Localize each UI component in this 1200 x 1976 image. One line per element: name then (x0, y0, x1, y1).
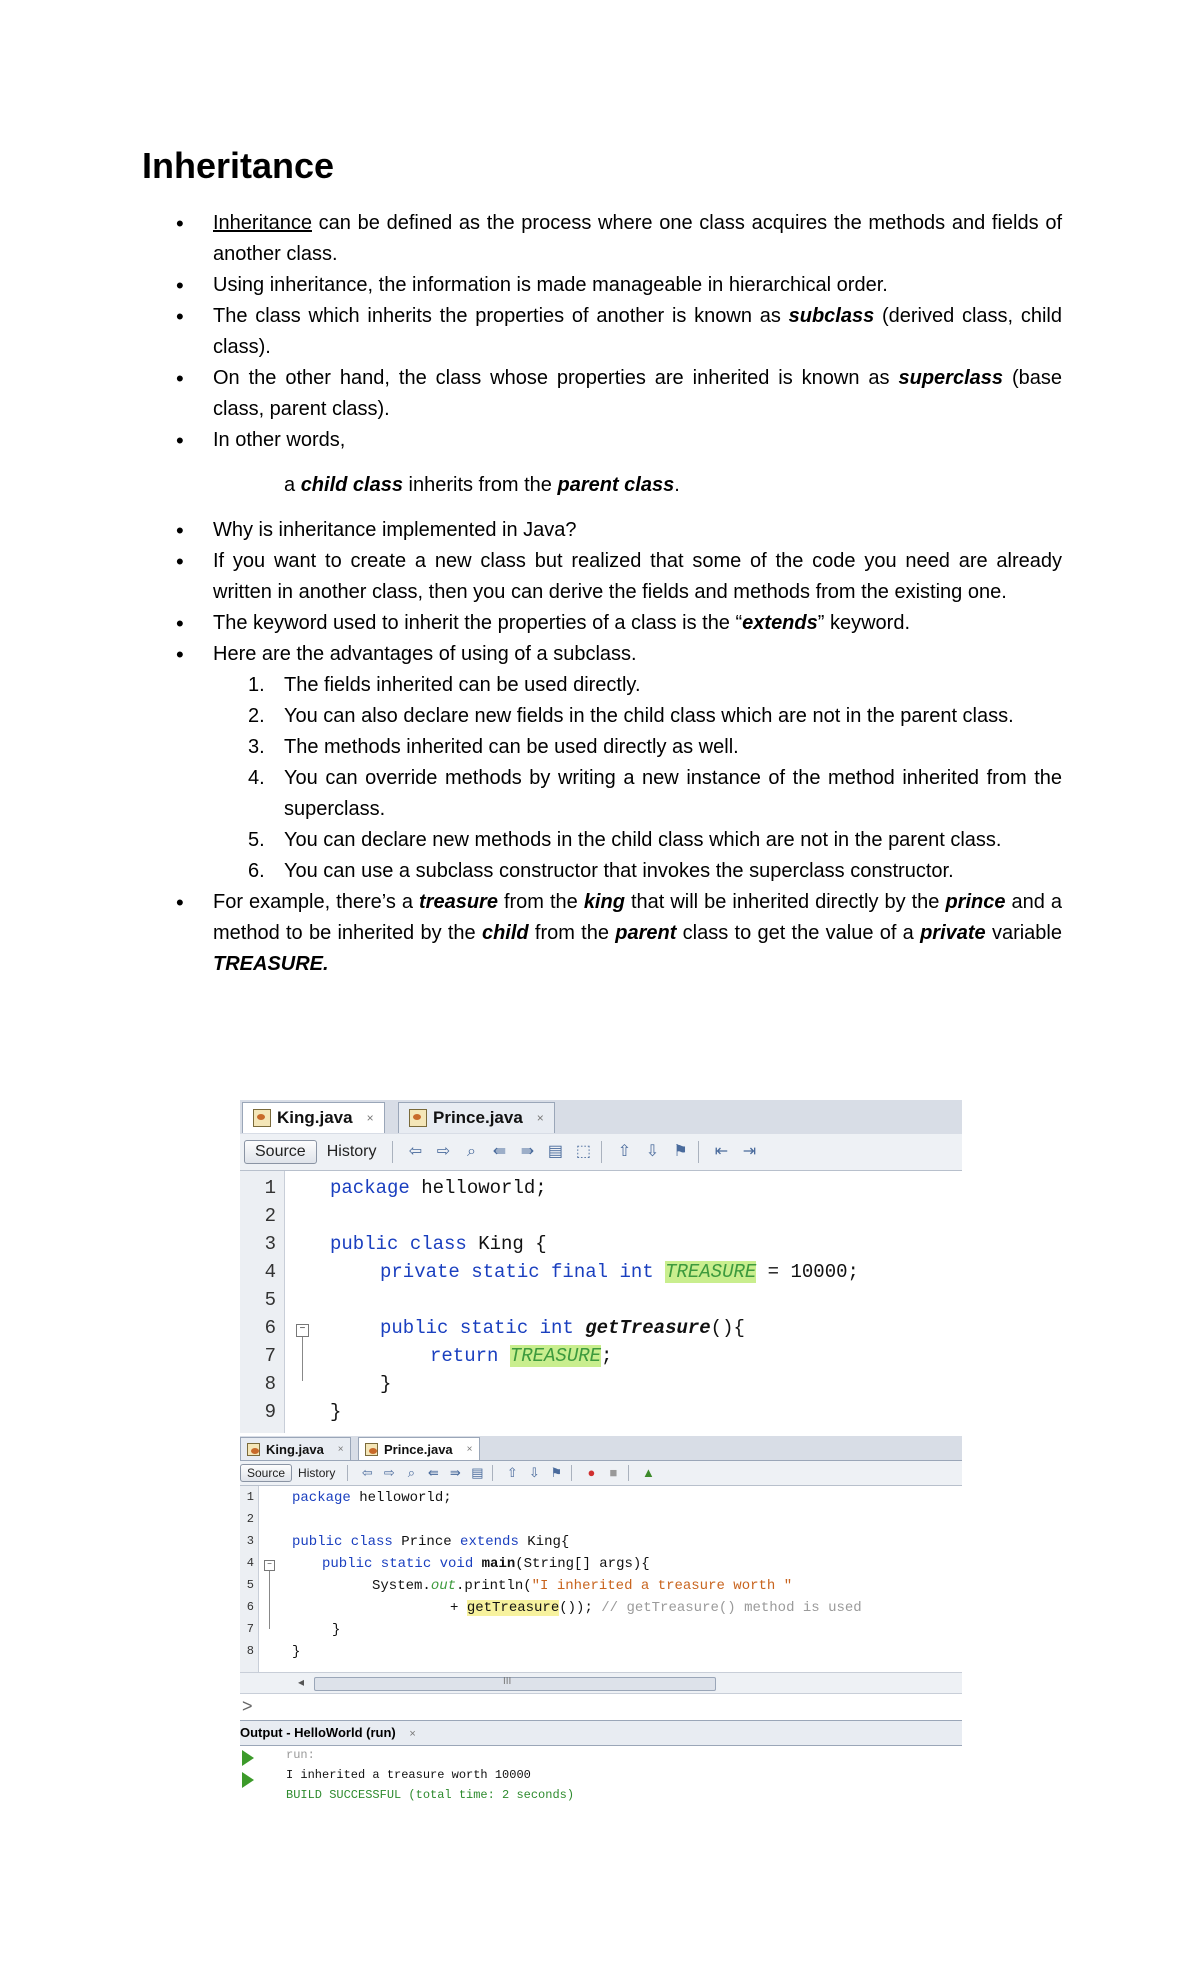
text-run: class to get the value of a (676, 922, 921, 944)
fold-guide (269, 1571, 270, 1629)
text-run: The class which inherits the properties of another is known as (213, 305, 789, 327)
numbered-item (142, 701, 1062, 732)
scrollbar-thumb[interactable]: III (314, 1677, 716, 1691)
item-text: The methods inherited can be used directly as well. (284, 736, 739, 758)
close-icon[interactable]: × (337, 1443, 344, 1455)
text-run: a (284, 474, 301, 496)
emphasized-term: TREASURE. (213, 953, 329, 975)
bullet-item (142, 608, 1062, 639)
numbered-item (142, 670, 1062, 701)
text-run: On the other hand, the class whose properties are inherited is known as (213, 367, 899, 389)
item-number: 2. (248, 705, 265, 727)
bullet-item (142, 425, 1062, 456)
history-button[interactable]: History (326, 1143, 377, 1160)
java-file-icon (253, 1109, 271, 1127)
bullet-group-1 (142, 208, 1062, 456)
line-number: 6 (246, 1600, 254, 1614)
line-number: 9 (264, 1401, 276, 1423)
toggle-highlight-icon[interactable]: ▤ (547, 1143, 564, 1160)
bullet-list (142, 208, 1062, 980)
splitter[interactable] (240, 1693, 962, 1720)
text-run: that will be inherited directly by the (624, 891, 946, 913)
output-panel (240, 1746, 962, 1823)
editor2-tabbar (240, 1436, 962, 1461)
bullet-item (142, 270, 1062, 301)
item-number: 6. (248, 860, 265, 882)
line-number: 1 (246, 1490, 254, 1504)
emphasized-term: child (481, 922, 529, 944)
line-number: 8 (246, 1644, 254, 1658)
run-icon[interactable]: ▲ (641, 1465, 655, 1480)
text-run: Using inheritance, the information is made manageable in hierarchical order. (213, 274, 888, 296)
fold-icon[interactable]: − (264, 1560, 275, 1571)
item-text: You can use a subclass constructor that invokes the superclass constructor. (284, 860, 954, 882)
toggle-bookmark-icon[interactable]: ⚑ (673, 1143, 688, 1160)
line-number: 5 (264, 1289, 276, 1311)
item-text: You can also declare new fields in the child class which are not in the parent class. (284, 705, 1014, 727)
text-run: Why is inheritance implemented in Java? (213, 519, 577, 541)
bullet-item (142, 546, 1062, 608)
underlined-term: Inheritance (213, 212, 312, 234)
next-bookmark-icon[interactable]: ⇩ (645, 1143, 660, 1160)
emphasized-term: child class (300, 474, 403, 496)
editor2-code[interactable]: 1 2 3 4 5 6 7 8 − package helloworld; public class Prince extends King{ public static void main(String[] args){ System.out.println("I inherited a treasure worth " + getTreasure()); // getTreasure() method is used } } (240, 1486, 962, 1672)
ide-screenshot (240, 1100, 962, 1823)
chevron-right-icon[interactable]: > (242, 1696, 253, 1716)
prev-bookmark-icon[interactable]: ⇧ (506, 1465, 518, 1480)
toggle-bookmark-icon[interactable]: ⚑ (550, 1465, 563, 1480)
emphasized-term: private (920, 922, 986, 944)
bullet-item (142, 301, 1062, 363)
text-run: and a method to be inherited by the (213, 891, 1063, 944)
tab-king-java[interactable]: King.java × (240, 1437, 351, 1460)
fold-guide (302, 1337, 303, 1381)
line-number: 1 (264, 1177, 276, 1199)
text-run: If you want to create a new class but realized that some of the code you need are already written in another class, then you can derive the fields and methods from the existing one. (213, 550, 1062, 603)
output-tab[interactable]: Output - HelloWorld (run) × (240, 1720, 962, 1746)
example-bullet (142, 887, 1062, 980)
line-number: 4 (246, 1556, 254, 1570)
text-run: inherits from the (402, 474, 558, 496)
find-next-icon[interactable]: ⇛ (449, 1465, 461, 1480)
back-icon[interactable]: ⇦ (408, 1143, 423, 1160)
back-icon[interactable]: ⇦ (361, 1465, 373, 1480)
toggle-highlight-icon[interactable]: ▤ (471, 1465, 484, 1480)
text-run: can be defined as the process where one class acquires the methods and fields of another class. (213, 212, 1062, 265)
text-run: variable (985, 922, 1062, 944)
text-run: Here are the advantages of using of a subclass. (213, 643, 637, 665)
text-run: In other words, (213, 429, 346, 451)
emphasized-term: parent (615, 922, 677, 944)
item-text: The fields inherited can be used directly. (284, 674, 641, 696)
forward-icon[interactable]: ⇨ (436, 1143, 451, 1160)
line-number: 4 (264, 1261, 276, 1283)
prev-bookmark-icon[interactable]: ⇧ (617, 1143, 632, 1160)
editor1-toolbar (240, 1134, 962, 1171)
page-title: Inheritance (142, 145, 335, 186)
numbered-item (142, 763, 1062, 825)
next-bookmark-icon[interactable]: ⇩ (528, 1465, 540, 1480)
close-icon[interactable]: × (466, 1443, 473, 1455)
emphasized-term: extends (742, 612, 818, 634)
stop-macro-icon[interactable]: ■ (609, 1465, 618, 1480)
emphasized-term: subclass (788, 305, 875, 327)
tab-prince-java[interactable]: Prince.java × (358, 1437, 480, 1460)
text-run: (base class, parent class). (213, 367, 1062, 420)
bullet-group-2 (142, 515, 1062, 670)
search-icon[interactable]: ⌕ (407, 1465, 416, 1480)
emphasized-term: superclass (898, 367, 1004, 389)
close-icon[interactable]: × (536, 1111, 544, 1125)
line-number: 5 (246, 1578, 254, 1592)
source-button[interactable]: Source (244, 1140, 317, 1164)
line-number: 8 (264, 1373, 276, 1395)
text-run: For example, there’s a (213, 891, 420, 913)
text-run: from the (497, 891, 584, 913)
scroll-left-icon[interactable]: ◂ (298, 1675, 305, 1689)
item-text: You can override methods by writing a new instance of the method inherited from the superclass. (284, 767, 1062, 820)
line-number: 3 (264, 1233, 276, 1255)
line-number: 3 (246, 1534, 254, 1548)
treasure-highlight: TREASURE (509, 1345, 602, 1367)
source-button[interactable]: Source (240, 1464, 292, 1482)
editor1-code[interactable]: 1 2 3 4 5 6 7 8 9 − package helloworld; public class King { private static final int TREASURE = 10000; public static int getTreasure(){ return TREASURE; } } (240, 1171, 962, 1433)
line-number: 2 (264, 1205, 276, 1227)
output-line: I inherited a treasure worth 10000 (286, 1768, 531, 1782)
text-run: ” keyword. (817, 612, 910, 634)
java-file-icon (365, 1443, 378, 1456)
close-icon[interactable]: × (366, 1111, 374, 1125)
find-prev-icon[interactable]: ⇚ (427, 1465, 439, 1480)
fold-icon[interactable]: − (296, 1324, 309, 1337)
java-file-icon (247, 1443, 260, 1456)
item-text: You can declare new methods in the child class which are not in the parent class. (284, 829, 1002, 851)
emphasis-line (142, 470, 1062, 501)
find-next-icon[interactable]: ⇛ (520, 1143, 535, 1160)
tab-prince-java[interactable]: Prince.java × (398, 1102, 555, 1133)
emphasized-term: prince (945, 891, 1006, 913)
item-number: 4. (248, 767, 265, 789)
history-button[interactable]: History (298, 1466, 336, 1480)
line-number: 2 (246, 1512, 254, 1526)
item-number: 1. (248, 674, 265, 696)
java-file-icon (409, 1109, 427, 1127)
emphasized-term: parent class (557, 474, 675, 496)
editor1-tabbar (240, 1100, 962, 1135)
forward-icon[interactable]: ⇨ (383, 1465, 395, 1480)
text-run: . (674, 474, 680, 496)
output-line: run: (286, 1748, 315, 1762)
treasure-highlight: TREASURE (665, 1261, 757, 1283)
bullet-item (142, 363, 1062, 425)
emphasized-term: king (583, 891, 625, 913)
bullet-item (142, 208, 1062, 270)
search-icon[interactable]: ⌕ (467, 1143, 476, 1160)
numbered-item (142, 732, 1062, 763)
find-prev-icon[interactable]: ⇚ (492, 1143, 507, 1160)
rerun-icon[interactable] (242, 1750, 254, 1766)
shift-right-icon[interactable]: ⇥ (742, 1143, 757, 1160)
run-again-icon[interactable] (242, 1772, 254, 1788)
text-run: (derived class, child class). (213, 305, 1063, 358)
line-number: 6 (264, 1317, 276, 1339)
advantages-list (142, 670, 1062, 887)
record-macro-icon[interactable]: ● (587, 1465, 596, 1480)
select-icon[interactable]: ⬚ (575, 1143, 592, 1160)
item-number: 3. (248, 736, 265, 758)
numbered-item (142, 856, 1062, 887)
text-run: from the (528, 922, 616, 944)
bullet-item (142, 515, 1062, 546)
line-number: 7 (246, 1622, 254, 1636)
emphasized-term: treasure (419, 891, 498, 913)
horizontal-scrollbar[interactable] (240, 1672, 962, 1693)
numbered-item (142, 825, 1062, 856)
method-highlight: getTreasure (466, 1600, 560, 1616)
bullet-item (142, 639, 1062, 670)
item-number: 5. (248, 829, 265, 851)
text-run: The keyword used to inherit the properties of a class is the “ (213, 612, 743, 634)
output-line: BUILD SUCCESSFUL (total time: 2 seconds) (286, 1788, 575, 1802)
line-number: 7 (264, 1345, 276, 1367)
editor2-toolbar (240, 1461, 962, 1486)
close-icon[interactable]: × (409, 1728, 416, 1740)
shift-left-icon[interactable]: ⇤ (714, 1143, 729, 1160)
tab-king-java[interactable]: King.java × (242, 1102, 385, 1133)
